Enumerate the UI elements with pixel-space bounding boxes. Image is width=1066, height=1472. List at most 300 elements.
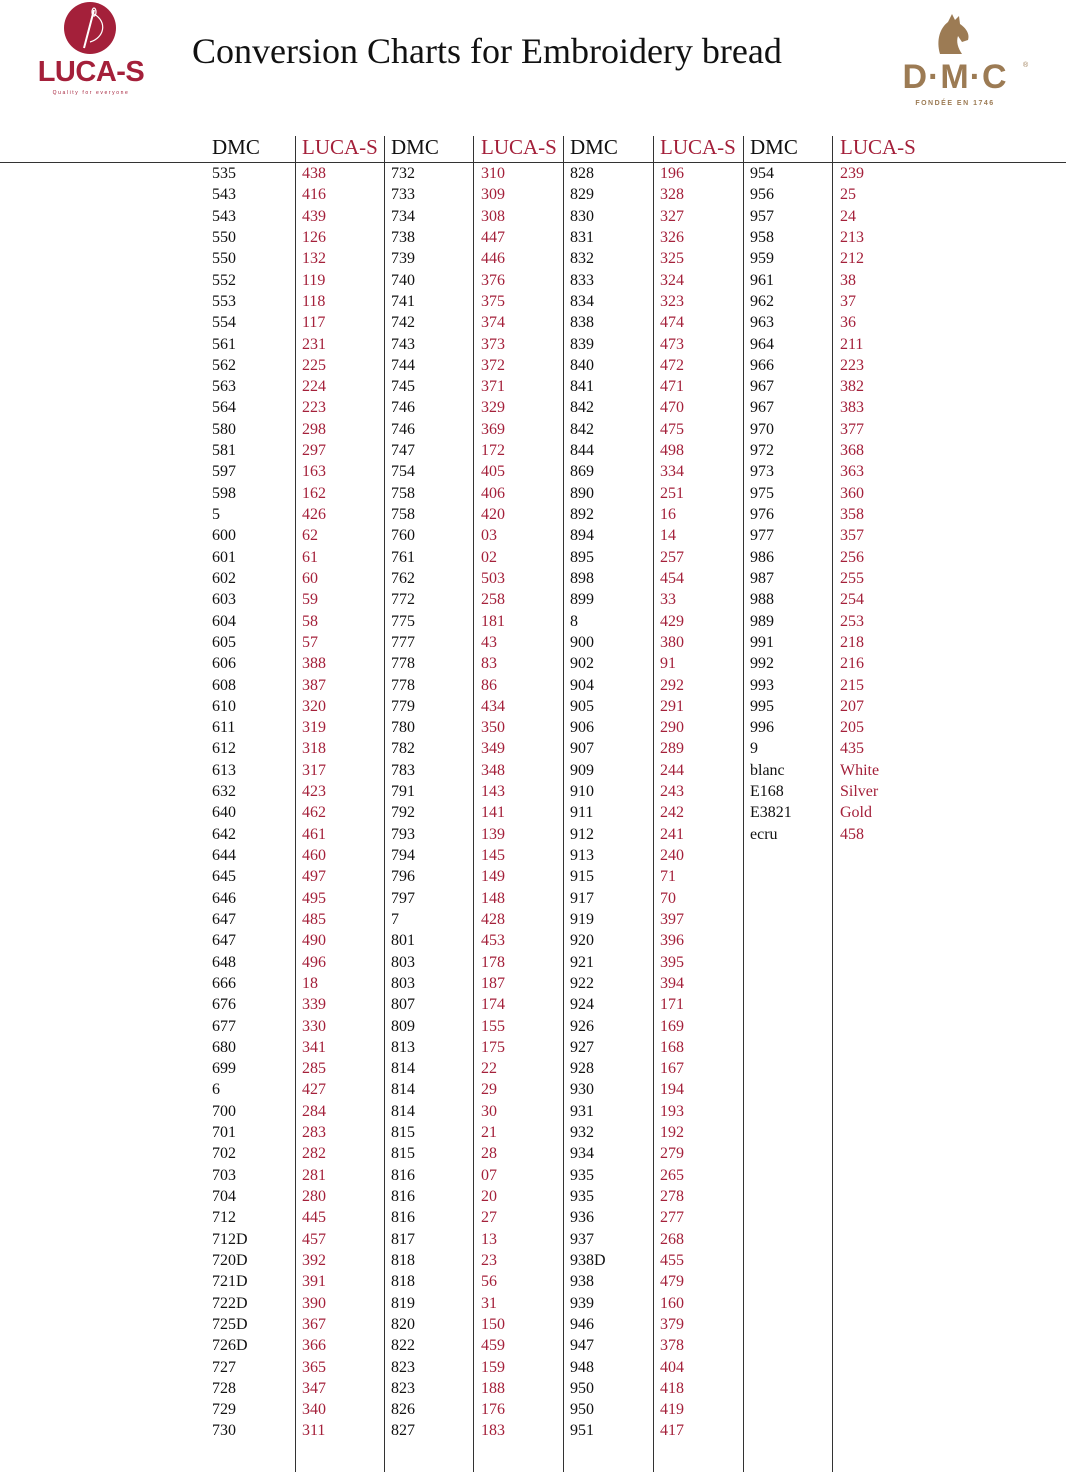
table-cell: 783: [391, 761, 415, 779]
table-cell: 18: [302, 974, 318, 992]
table-cell: 728: [212, 1379, 236, 1397]
table-cell: 330: [302, 1017, 326, 1035]
table-cell: 840: [570, 356, 594, 374]
table-cell: 563: [212, 378, 236, 396]
table-cell: 550: [212, 250, 236, 268]
table-cell: 913: [570, 847, 594, 864]
table-cell: 666: [212, 974, 236, 992]
table-cell: 598: [212, 484, 236, 502]
table-cell: 792: [391, 804, 415, 822]
table-cell: 967: [750, 378, 774, 396]
table-cell: 722D: [212, 1294, 248, 1312]
table-cell: 815: [391, 1124, 415, 1142]
table-cell: 779: [391, 697, 415, 715]
table-cell: 747: [391, 442, 415, 460]
table-cell: 175: [481, 1038, 505, 1056]
table-cell: 601: [212, 548, 236, 566]
table-cell: 279: [660, 1145, 684, 1163]
table-cell: 281: [302, 1166, 326, 1184]
table-cell: 328: [660, 186, 684, 204]
table-cell: 610: [212, 697, 236, 715]
table-cell: 447: [481, 228, 505, 246]
table-cell: 739: [391, 250, 415, 268]
table-cell: 149: [481, 868, 505, 886]
table-cell: 777: [391, 633, 415, 651]
table-cell: 211: [840, 335, 864, 353]
table-cell: 761: [391, 548, 415, 566]
table-cell: 603: [212, 591, 236, 609]
table-cell: 86: [481, 676, 497, 694]
table-cell: 680: [212, 1038, 236, 1056]
table-cell: 814: [391, 1081, 415, 1099]
table-cell: 369: [481, 420, 505, 438]
table-cell: 169: [660, 1017, 684, 1035]
table-cell: 163: [302, 463, 326, 481]
table-cell: 809: [391, 1017, 415, 1035]
table-cell: 375: [481, 292, 505, 310]
table-cell: 828: [570, 165, 594, 182]
conversion-column-lucas: [840, 132, 926, 845]
table-cell: 741: [391, 292, 415, 310]
table-cell: 429: [660, 612, 684, 630]
table-cell: 171: [660, 996, 684, 1014]
table-cell: 258: [481, 591, 505, 609]
table-cell: 285: [302, 1060, 326, 1078]
table-cell: 380: [660, 633, 684, 651]
table-cell: E168: [750, 783, 784, 801]
table-cell: 256: [840, 548, 864, 566]
table-cell: 257: [660, 548, 684, 566]
table-cell: 554: [212, 314, 236, 332]
table-cell: 905: [570, 697, 594, 715]
table-cell: blanc: [750, 761, 785, 779]
table-cell: 242: [660, 804, 684, 822]
table-cell: 7: [391, 910, 399, 928]
table-cell: 212: [840, 250, 864, 268]
table-cell: 172: [481, 442, 505, 460]
table-cell: 922: [570, 974, 594, 992]
table-cell: 162: [302, 484, 326, 502]
table-cell: 930: [570, 1081, 594, 1099]
table-cell: 119: [302, 271, 326, 289]
table-cell: 416: [302, 186, 326, 204]
table-cell: 8: [570, 612, 578, 630]
table-cell: 778: [391, 655, 415, 673]
table-cell: 391: [302, 1273, 326, 1291]
table-cell: 239: [840, 165, 864, 182]
table-cell: 446: [481, 250, 505, 268]
table-cell: 963: [750, 314, 774, 332]
table-cell: 991: [750, 633, 774, 651]
table-cell: 254: [840, 591, 864, 609]
table-cell: 738: [391, 228, 415, 246]
table-cell: 964: [750, 335, 774, 353]
table-cell: 503: [481, 569, 505, 587]
table-cell: 479: [660, 1273, 684, 1291]
table-cell: 193: [660, 1102, 684, 1120]
table-cell: 426: [302, 506, 326, 523]
table-cell: 754: [391, 463, 415, 481]
table-cell: 967: [750, 399, 774, 417]
table-cell: 70: [660, 889, 676, 907]
dmc-logo-text: D·M·C: [902, 58, 1008, 96]
table-cell: 418: [660, 1379, 684, 1397]
table-cell: 727: [212, 1358, 236, 1376]
table-cell: 931: [570, 1102, 594, 1120]
table-cell: 957: [750, 207, 774, 225]
table-cell: 14: [660, 527, 676, 545]
dmc-logo: [880, 10, 1035, 107]
table-cell: 358: [840, 506, 864, 523]
table-cell: 803: [391, 974, 415, 992]
table-cell: 815: [391, 1145, 415, 1163]
conversion-column-dmc: [750, 132, 836, 845]
table-cell: 926: [570, 1017, 594, 1035]
table-cell: 148: [481, 889, 505, 907]
table-cell: 360: [840, 484, 864, 502]
table-cell: 196: [660, 165, 684, 182]
table-cell: 834: [570, 292, 594, 310]
table-cell: 192: [660, 1124, 684, 1142]
table-cell: 472: [660, 356, 684, 374]
dmc-logo-subtitle: FONDÉE EN 1746: [915, 100, 995, 107]
table-cell: 822: [391, 1337, 415, 1355]
table-cell: 348: [481, 761, 505, 779]
table-cell: 986: [750, 548, 774, 566]
table-cell: 647: [212, 910, 236, 928]
table-cell: 334: [660, 463, 684, 481]
table-cell: 5: [212, 506, 220, 523]
table-cell: 817: [391, 1230, 415, 1248]
table-cell: 143: [481, 783, 505, 801]
column-header: LUCA-S: [481, 135, 557, 159]
table-cell: 613: [212, 761, 236, 779]
table-cell: 842: [570, 420, 594, 438]
table-cell: 490: [302, 932, 326, 950]
table-cell: 439: [302, 207, 326, 225]
table-cell: 25: [840, 186, 856, 204]
table-cell: 27: [481, 1209, 497, 1227]
table-cell: 807: [391, 996, 415, 1014]
table-cell: 900: [570, 633, 594, 651]
table-cell: 394: [660, 974, 684, 992]
table-cell: 951: [570, 1422, 594, 1440]
table-cell: 701: [212, 1124, 236, 1142]
table-cell: 937: [570, 1230, 594, 1248]
table-cell: 602: [212, 569, 236, 587]
table-cell: 395: [660, 953, 684, 971]
table-cell: 814: [391, 1102, 415, 1120]
table-cell: 962: [750, 292, 774, 310]
table-cell: 240: [660, 847, 684, 864]
table-cell: 827: [391, 1422, 415, 1440]
table-cell: 02: [481, 548, 497, 566]
table-cell: 606: [212, 655, 236, 673]
table-cell: 388: [302, 655, 326, 673]
column-header: DMC: [750, 135, 798, 159]
table-cell: 457: [302, 1230, 326, 1248]
table-cell: 561: [212, 335, 236, 353]
table-cell: 373: [481, 335, 505, 353]
table-cell: 324: [660, 271, 684, 289]
table-cell: 772: [391, 591, 415, 609]
table-cell: 935: [570, 1166, 594, 1184]
table-cell: 253: [840, 612, 864, 630]
table-cell: 255: [840, 569, 864, 587]
conversion-column-lucas: [481, 132, 567, 1442]
table-cell: 205: [840, 719, 864, 737]
table-cell: 550: [212, 228, 236, 246]
table-cell: 9: [750, 740, 758, 758]
table-cell: 460: [302, 847, 326, 864]
table-cell: 60: [302, 569, 318, 587]
table-cell: 733: [391, 186, 415, 204]
table-cell: 995: [750, 697, 774, 715]
lucas-logo-tagline: Quality for everyone: [52, 90, 130, 96]
table-cell: 36: [840, 314, 856, 332]
table-cell: 428: [481, 910, 505, 928]
table-cell: 159: [481, 1358, 505, 1376]
table-cell: 23: [481, 1251, 497, 1269]
table-cell: 647: [212, 932, 236, 950]
table-cell: 820: [391, 1315, 415, 1333]
table-cell: Silver: [840, 783, 879, 801]
table-cell: 700: [212, 1102, 236, 1120]
table-cell: 470: [660, 399, 684, 417]
table-cell: 71: [660, 868, 676, 886]
table-cell: 427: [302, 1081, 326, 1099]
table-cell: 993: [750, 676, 774, 694]
column-header: DMC: [212, 135, 260, 159]
table-cell: 816: [391, 1209, 415, 1227]
table-cell: 244: [660, 761, 684, 779]
table-cell: 816: [391, 1188, 415, 1205]
table-cell: 912: [570, 825, 594, 843]
table-cell: 371: [481, 378, 505, 396]
table-cell: 839: [570, 335, 594, 353]
table-cell: 832: [570, 250, 594, 268]
table-cell: 392: [302, 1251, 326, 1269]
table-cell: White: [840, 761, 880, 779]
registered-mark: ®: [1023, 62, 1029, 69]
table-cell: 581: [212, 442, 236, 460]
table-cell: 564: [212, 399, 236, 417]
table-cell: 292: [660, 676, 684, 694]
table-cell: 648: [212, 953, 236, 971]
table-cell: 291: [660, 697, 684, 715]
table-cell: 155: [481, 1017, 505, 1035]
table-cell: 405: [481, 463, 505, 481]
table-cell: 742: [391, 314, 415, 332]
table-cell: 801: [391, 932, 415, 950]
table-cell: 831: [570, 228, 594, 246]
table-cell: 145: [481, 847, 505, 864]
table-cell: 28: [481, 1145, 497, 1163]
table-cell: 842: [570, 399, 594, 417]
table-cell: 13: [481, 1230, 497, 1248]
table-cell: 977: [750, 527, 774, 545]
table-cell: 268: [660, 1230, 684, 1248]
table-cell: 382: [840, 378, 864, 396]
table-cell: 284: [302, 1102, 326, 1120]
table-cell: 91: [660, 655, 676, 673]
table-cell: 420: [481, 506, 505, 523]
table-cell: 57: [302, 633, 318, 651]
table-cell: 909: [570, 761, 594, 779]
table-cell: 915: [570, 868, 594, 886]
table-cell: 461: [302, 825, 326, 843]
table-cell: 760: [391, 527, 415, 545]
table-cell: 959: [750, 250, 774, 268]
column-header: LUCA-S: [840, 135, 916, 159]
table-cell: 377: [840, 420, 864, 438]
table-cell: 699: [212, 1060, 236, 1078]
table-cell: 796: [391, 868, 415, 886]
table-cell: 553: [212, 292, 236, 310]
table-cell: 746: [391, 399, 415, 417]
table-cell: 347: [302, 1379, 326, 1397]
table-cell: 988: [750, 591, 774, 609]
table-cell: 37: [840, 292, 856, 310]
table-cell: 907: [570, 740, 594, 758]
table-cell: 194: [660, 1081, 684, 1099]
table-cell: 793: [391, 825, 415, 843]
table-cell: 632: [212, 783, 236, 801]
table-cell: 317: [302, 761, 326, 779]
table-cell: 16: [660, 506, 676, 523]
table-cell: 339: [302, 996, 326, 1014]
table-cell: 987: [750, 569, 774, 587]
table-cell: 676: [212, 996, 236, 1014]
table-cell: 59: [302, 591, 318, 609]
table-cell: 379: [660, 1315, 684, 1333]
column-header: DMC: [391, 135, 439, 159]
table-cell: 920: [570, 932, 594, 950]
table-cell: 927: [570, 1038, 594, 1056]
table-cell: 83: [481, 655, 497, 673]
conversion-column-dmc: [391, 132, 477, 1442]
table-cell: 895: [570, 548, 594, 566]
table-cell: 282: [302, 1145, 326, 1163]
table-cell: 188: [481, 1379, 505, 1397]
table-cell: 830: [570, 207, 594, 225]
table-cell: 376: [481, 271, 505, 289]
table-cell: 928: [570, 1060, 594, 1078]
table-cell: 213: [840, 228, 864, 246]
table-cell: 241: [660, 825, 684, 843]
table-cell: 150: [481, 1315, 505, 1333]
table-cell: 340: [302, 1401, 326, 1419]
table-cell: 947: [570, 1337, 594, 1355]
table-cell: 712: [212, 1209, 236, 1227]
page-title: Conversion Charts for Embroidery bread: [192, 31, 782, 71]
table-cell: 732: [391, 165, 415, 182]
table-cell: 326: [660, 228, 684, 246]
table-cell: 894: [570, 527, 594, 545]
table-cell: 904: [570, 676, 594, 694]
table-cell: 910: [570, 783, 594, 801]
table-cell: 33: [660, 591, 676, 609]
table-cell: 497: [302, 868, 326, 886]
table-cell: 445: [302, 1209, 326, 1227]
table-cell: 474: [660, 314, 684, 332]
table-cell: 168: [660, 1038, 684, 1056]
table-cell: 720D: [212, 1251, 248, 1269]
table-cell: 611: [212, 719, 236, 737]
table-cell: 378: [660, 1337, 684, 1355]
table-cell: 841: [570, 378, 594, 396]
table-cell: 160: [660, 1294, 684, 1312]
table-cell: 03: [481, 527, 497, 545]
table-cell: 318: [302, 740, 326, 758]
table-cell: 365: [302, 1358, 326, 1376]
table-cell: 919: [570, 910, 594, 928]
table-cell: 473: [660, 335, 684, 353]
table-cell: 938: [570, 1273, 594, 1291]
table-cell: 946: [570, 1315, 594, 1333]
table-cell: 216: [840, 655, 864, 673]
table-cell: 223: [840, 356, 864, 374]
table-cell: 61: [302, 548, 318, 566]
table-cell: 608: [212, 676, 236, 694]
table-cell: 56: [481, 1273, 497, 1291]
table-cell: 726D: [212, 1337, 248, 1355]
table-cell: 435: [840, 740, 864, 758]
table-cell: 702: [212, 1145, 236, 1163]
table-cell: 224: [302, 378, 326, 396]
table-cell: 869: [570, 463, 594, 481]
table-cell: 939: [570, 1294, 594, 1312]
column-header: DMC: [570, 135, 618, 159]
table-cell: 976: [750, 506, 774, 523]
table-cell: 368: [840, 442, 864, 460]
table-cell: 277: [660, 1209, 684, 1227]
table-cell: 290: [660, 719, 684, 737]
table-cell: 612: [212, 740, 236, 758]
table-cell: 495: [302, 889, 326, 907]
table-cell: 535: [212, 165, 236, 182]
table-cell: 938D: [570, 1251, 606, 1269]
table-cell: 605: [212, 633, 236, 651]
table-cell: 62: [302, 527, 318, 545]
table-cell: 419: [660, 1401, 684, 1419]
table-cell: 21: [481, 1124, 497, 1142]
table-cell: 383: [840, 399, 864, 417]
table-cell: 646: [212, 889, 236, 907]
table-cell: 310: [481, 165, 505, 182]
table-cell: 758: [391, 506, 415, 523]
table-cell: 174: [481, 996, 505, 1014]
table-cell: 329: [481, 399, 505, 417]
table-cell: 309: [481, 186, 505, 204]
table-cell: 367: [302, 1315, 326, 1333]
table-cell: 917: [570, 889, 594, 907]
table-cell: 818: [391, 1273, 415, 1291]
table-cell: 580: [212, 420, 236, 438]
table-cell: 178: [481, 953, 505, 971]
table-cell: 730: [212, 1422, 236, 1440]
table-cell: 280: [302, 1188, 326, 1205]
table-cell: ecru: [750, 825, 778, 843]
table-cell: 552: [212, 271, 236, 289]
table-cell: 966: [750, 356, 774, 374]
table-cell: 215: [840, 676, 864, 694]
table-cell: 712D: [212, 1230, 248, 1248]
table-cell: 948: [570, 1358, 594, 1376]
table-cell: 975: [750, 484, 774, 502]
table-cell: 924: [570, 996, 594, 1014]
table-cell: 819: [391, 1294, 415, 1312]
